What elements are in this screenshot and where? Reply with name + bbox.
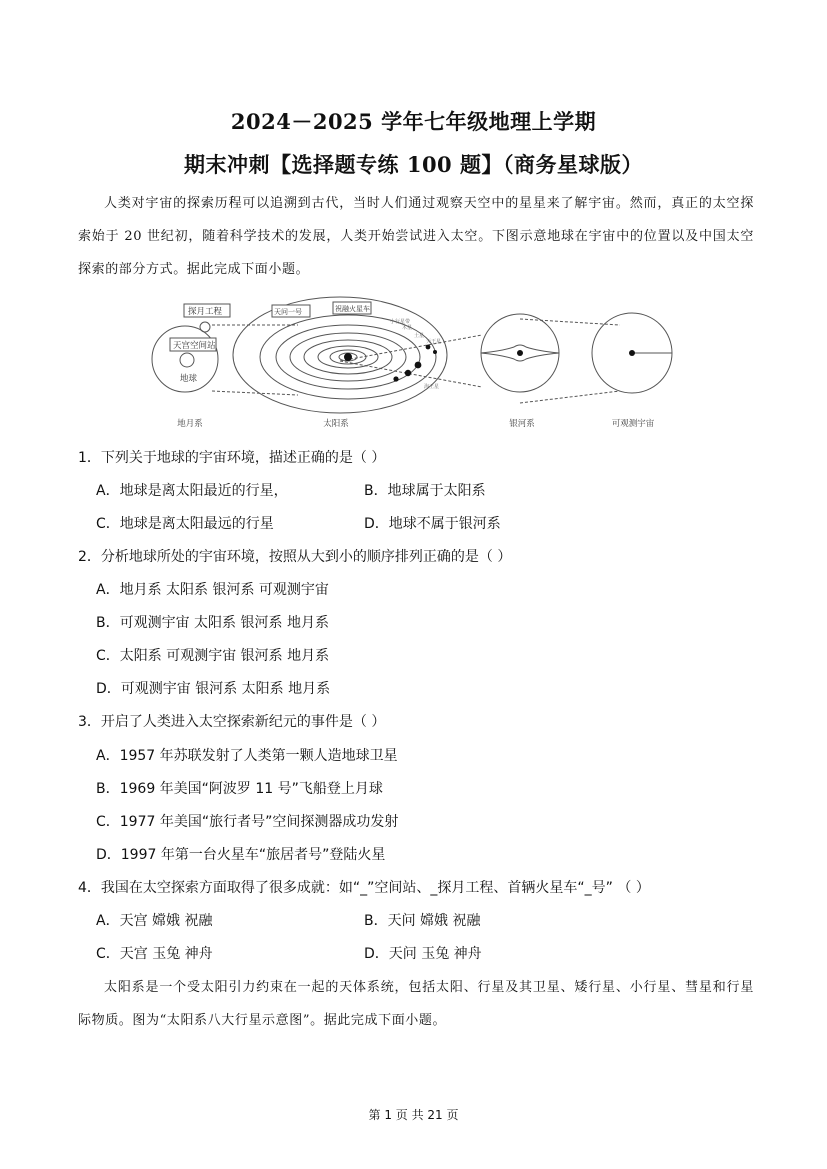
planet — [405, 370, 411, 376]
question-4: 4．我国在太空探索方面取得了很多成就：如“_”空间站、_探月工程、首辆火星车“_号” （ ） — [78, 880, 650, 896]
title-line-1: 2024－2025 学年七年级地理上学期 — [230, 109, 597, 134]
q2-option-c: C．太阳系 可观测宇宙 银河系 地月系 — [96, 648, 330, 664]
q1-option-a: A．地球是离太阳最近的行星， — [96, 483, 288, 499]
q1-option-c: C．地球是离太阳最远的行星 — [96, 516, 274, 532]
q4-option-b: B．天问 嫦娥 祝融 — [364, 913, 481, 929]
question-3: 3．开启了人类进入太空探索新纪元的事件是（ ） — [78, 714, 386, 730]
orbit-label: 木星 — [402, 325, 413, 331]
planet — [426, 345, 431, 350]
intro-paragraph-1: 人类对宇宙的探索历程可以追溯到古代，当时人们通过观察天空中的星星来了解宇宙。然而，真正的太空探索始于 20 世纪初，随着科学技术的发展，人类开始尝试进入太空。下图示意地球在宇宙中的位置以及中国太空探索的部分方式。据此完成下面小题。 — [78, 196, 754, 277]
q1-option-b: B．地球属于太阳系 — [364, 483, 486, 499]
caption-galaxy: 银河系 — [509, 419, 535, 429]
q3-option-d: D．1997 年第一台火星车“旅居者号”登陆火星 — [96, 847, 386, 863]
page-footer: 第 1 页 共 21 页 — [368, 1108, 459, 1122]
universe-diagram — [150, 295, 680, 435]
orbit-label: 海王星 — [424, 384, 440, 390]
q4-option-a: A．天宫 嫦娥 祝融 — [96, 913, 213, 929]
planet — [433, 350, 437, 354]
label-space-station: 天宫空间站 — [173, 341, 216, 351]
q4-option-d: D．天问 玉兔 神舟 — [364, 946, 482, 962]
orbit-label: 天王星 — [426, 339, 442, 345]
q1-option-d: D．地球不属于银河系 — [364, 516, 501, 532]
earth — [180, 353, 194, 367]
connector-line — [520, 391, 620, 403]
label-earth: 地球 — [180, 374, 198, 384]
connector-line — [212, 391, 298, 395]
q4-option-c: C．天宫 玉兔 神舟 — [96, 946, 213, 962]
label-lunar-program: 探月工程 — [188, 307, 223, 317]
orbit-label: 小行星带 — [390, 319, 411, 325]
galaxy-center — [517, 350, 523, 356]
question-2: 2．分析地球所处的宇宙环境，按照从大到小的顺序排列正确的是（ ） — [78, 549, 512, 565]
title-line-2: 期末冲刺【选择题专练 100 题】（商务星球版） — [184, 152, 643, 177]
planet — [393, 376, 398, 381]
q3-option-b: B．1969 年美国“阿波罗 11 号”飞船登上月球 — [96, 781, 383, 797]
sun — [344, 353, 352, 361]
orbit-label: 土星 — [414, 333, 425, 339]
intro-paragraph-2: 太阳系是一个受太阳引力约束在一起的天体系统，包括太阳、行星及其卫星、矮行星、小行星、彗星和行星际物质。图为“太阳系八大行星示意图”。据此完成下面小题。 — [78, 980, 754, 1028]
planet — [415, 362, 422, 369]
caption-earth-moon: 地月系 — [177, 419, 203, 429]
connector-line — [340, 335, 482, 361]
q3-option-c: C．1977 年美国“旅行者号”空间探测器成功发射 — [96, 814, 399, 830]
label-tianwen: 天问一号 — [274, 308, 302, 316]
caption-solar-system: 太阳系 — [323, 419, 349, 429]
label-zhurong: 祝融火星车 — [335, 305, 370, 313]
q2-option-b: B．可观测宇宙 太阳系 银河系 地月系 — [96, 615, 329, 631]
question-1: 1．下列关于地球的宇宙环境，描述正确的是（ ） — [78, 450, 386, 466]
q2-option-a: A．地月系 太阳系 银河系 可观测宇宙 — [96, 582, 329, 598]
q2-option-d: D．可观测宇宙 银河系 太阳系 地月系 — [96, 681, 331, 697]
universe-center — [629, 350, 635, 356]
moon — [200, 322, 210, 332]
q3-option-a: A．1957 年苏联发射了人类第一颗人造地球卫星 — [96, 748, 398, 764]
caption-observable-universe: 可观测宇宙 — [611, 419, 655, 429]
